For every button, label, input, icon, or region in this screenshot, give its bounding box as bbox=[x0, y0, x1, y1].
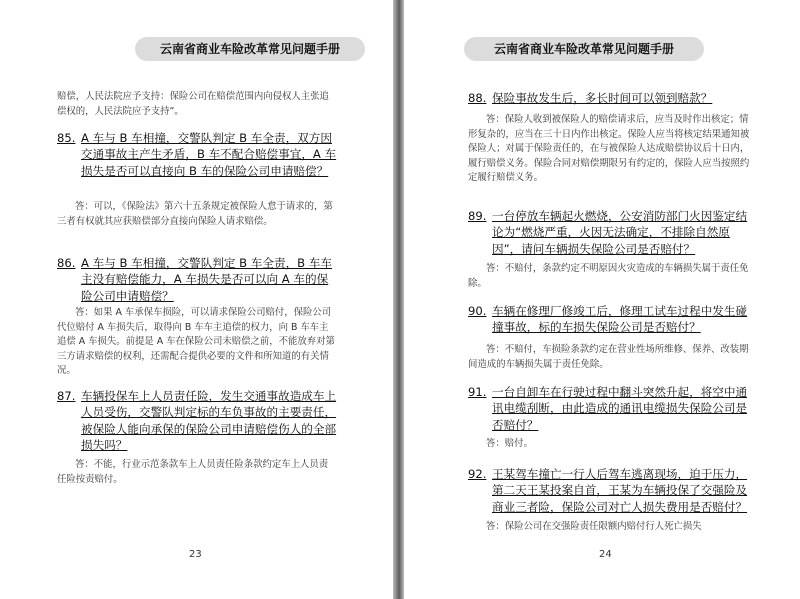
answer-92: 答：保险公司在交强险责任限额内赔付行人死亡损失 bbox=[486, 521, 702, 532]
question-86 bbox=[57, 255, 337, 304]
question-85 bbox=[57, 130, 337, 179]
question-text: 保险事故发生后，多长时间可以领到赔款？ bbox=[492, 91, 713, 105]
question-92 bbox=[468, 466, 753, 515]
answer-89: 答：不赔付，条款约定不明原因火灾造成的车辆损失属于责任免除。 bbox=[468, 263, 749, 289]
question-91 bbox=[468, 384, 753, 433]
question-87 bbox=[57, 388, 337, 453]
page-number: 23 bbox=[189, 549, 202, 560]
page-header: 云南省商业车险改革常见问题手册 bbox=[464, 37, 704, 61]
book-gutter bbox=[393, 0, 404, 599]
question-number: 86. bbox=[57, 256, 76, 270]
question-text: A 车与 B 车相撞，交警队判定 B 车全责，双方因交通事故主产生矛盾，B 车不配合赔偿事宜，A 车损失是否可以直接向 B 车的保险公司申请赔偿？ bbox=[81, 131, 337, 178]
page-header: 云南省商业车险改革常见问题手册 bbox=[135, 37, 365, 61]
question-text: 王某驾车撞亡一行人后驾车逃离现场，迫于压力，第二天王某投案自首，王某为车辆投保了交强险及商业三者险，保险公司对亡人损失费用是否赔付？ bbox=[492, 467, 748, 514]
question-number: 88. bbox=[468, 91, 487, 105]
page-number: 24 bbox=[599, 549, 612, 560]
question-number: 91. bbox=[468, 385, 487, 399]
answer-87: 答：不能，行业示范条款车上人员责任险条款约定车上人员责任险按责赔付。 bbox=[57, 459, 329, 485]
question-text: 一台自卸车在行驶过程中翻斗突然升起，将空中通讯电缆刮断，由此造成的通讯电缆损失保险公司是否赔付？ bbox=[492, 385, 748, 432]
question-text: A 车与 B 车相撞，交警队判定 B 车全责，B 车车主没有赔偿能力，A 车损失是否可以向 A 车的保险公司申请赔偿？ bbox=[81, 256, 332, 303]
left-page bbox=[0, 0, 393, 599]
answer-90: 答：不赔付，车损险条款约定在营业性场所维修、保养、改装期间造成的车辆损失属于责任免除。 bbox=[468, 344, 749, 370]
answer-88: 答：保险人收到被保险人的赔偿请求后，应当及时作出核定；情形复杂的，应当在三十日内作出核定。保险人应当将核定结果通知被保险人；对属于保险责任的，在与被保险人达成赔偿协议后十日内，履行赔偿义务。保险合同对赔偿期限另有约定的，保险人应当按照约定履行赔偿义务。 bbox=[468, 114, 750, 183]
answer-85: 答：可以，《保险法》第六十五条规定被保险人怠于请求的，第三者有权就其应获赔偿部分直接向保险人请求赔偿。 bbox=[57, 201, 333, 227]
question-text: 车辆在修理厂修竣工后，修理工试车过程中发生碰撞事故，标的车损失保险公司是否赔付？ bbox=[492, 304, 748, 335]
question-text: 车辆投保车上人员责任险，发生交通事故造成车上人员受伤，交警队判定标的车负事故的主要责任，被保险人能向承保的保险公司申请赔偿伤人的全部损失吗？ bbox=[81, 389, 337, 452]
question-89 bbox=[468, 208, 753, 257]
question-number: 85. bbox=[57, 131, 76, 145]
question-number: 87. bbox=[57, 389, 76, 403]
right-page bbox=[404, 0, 800, 599]
question-number: 90. bbox=[468, 304, 487, 318]
question-number: 89. bbox=[468, 209, 487, 223]
answer-91: 答：赔付。 bbox=[486, 438, 533, 449]
question-number: 92. bbox=[468, 467, 487, 481]
question-90 bbox=[468, 303, 753, 336]
intro-paragraph: 赔偿，人民法院应予支持：保险公司在赔偿范围内向侵权人主张追偿权的，人民法院应予支持”。 bbox=[57, 91, 329, 117]
question-88 bbox=[468, 90, 753, 106]
answer-86: 答：如果 A 车承保车损险，可以请求保险公司赔付，保险公司代位赔付 A 车损失后，取得向 B 车车主追偿的权力，向 B 车车主追偿 A 车损失。前提是 A 车在保险公司未赔偿之前，不能放弃对第三方请求赔偿的权利，还需配合提供必要的文件和所知道的有关情况。 bbox=[57, 307, 335, 376]
question-text: 一台停放车辆起火燃烧，公安消防部门火因鉴定结论为“燃烧严重，火因无法确定，不排除自然原因”，请问车辆损失保险公司是否赔付？ bbox=[492, 209, 748, 256]
